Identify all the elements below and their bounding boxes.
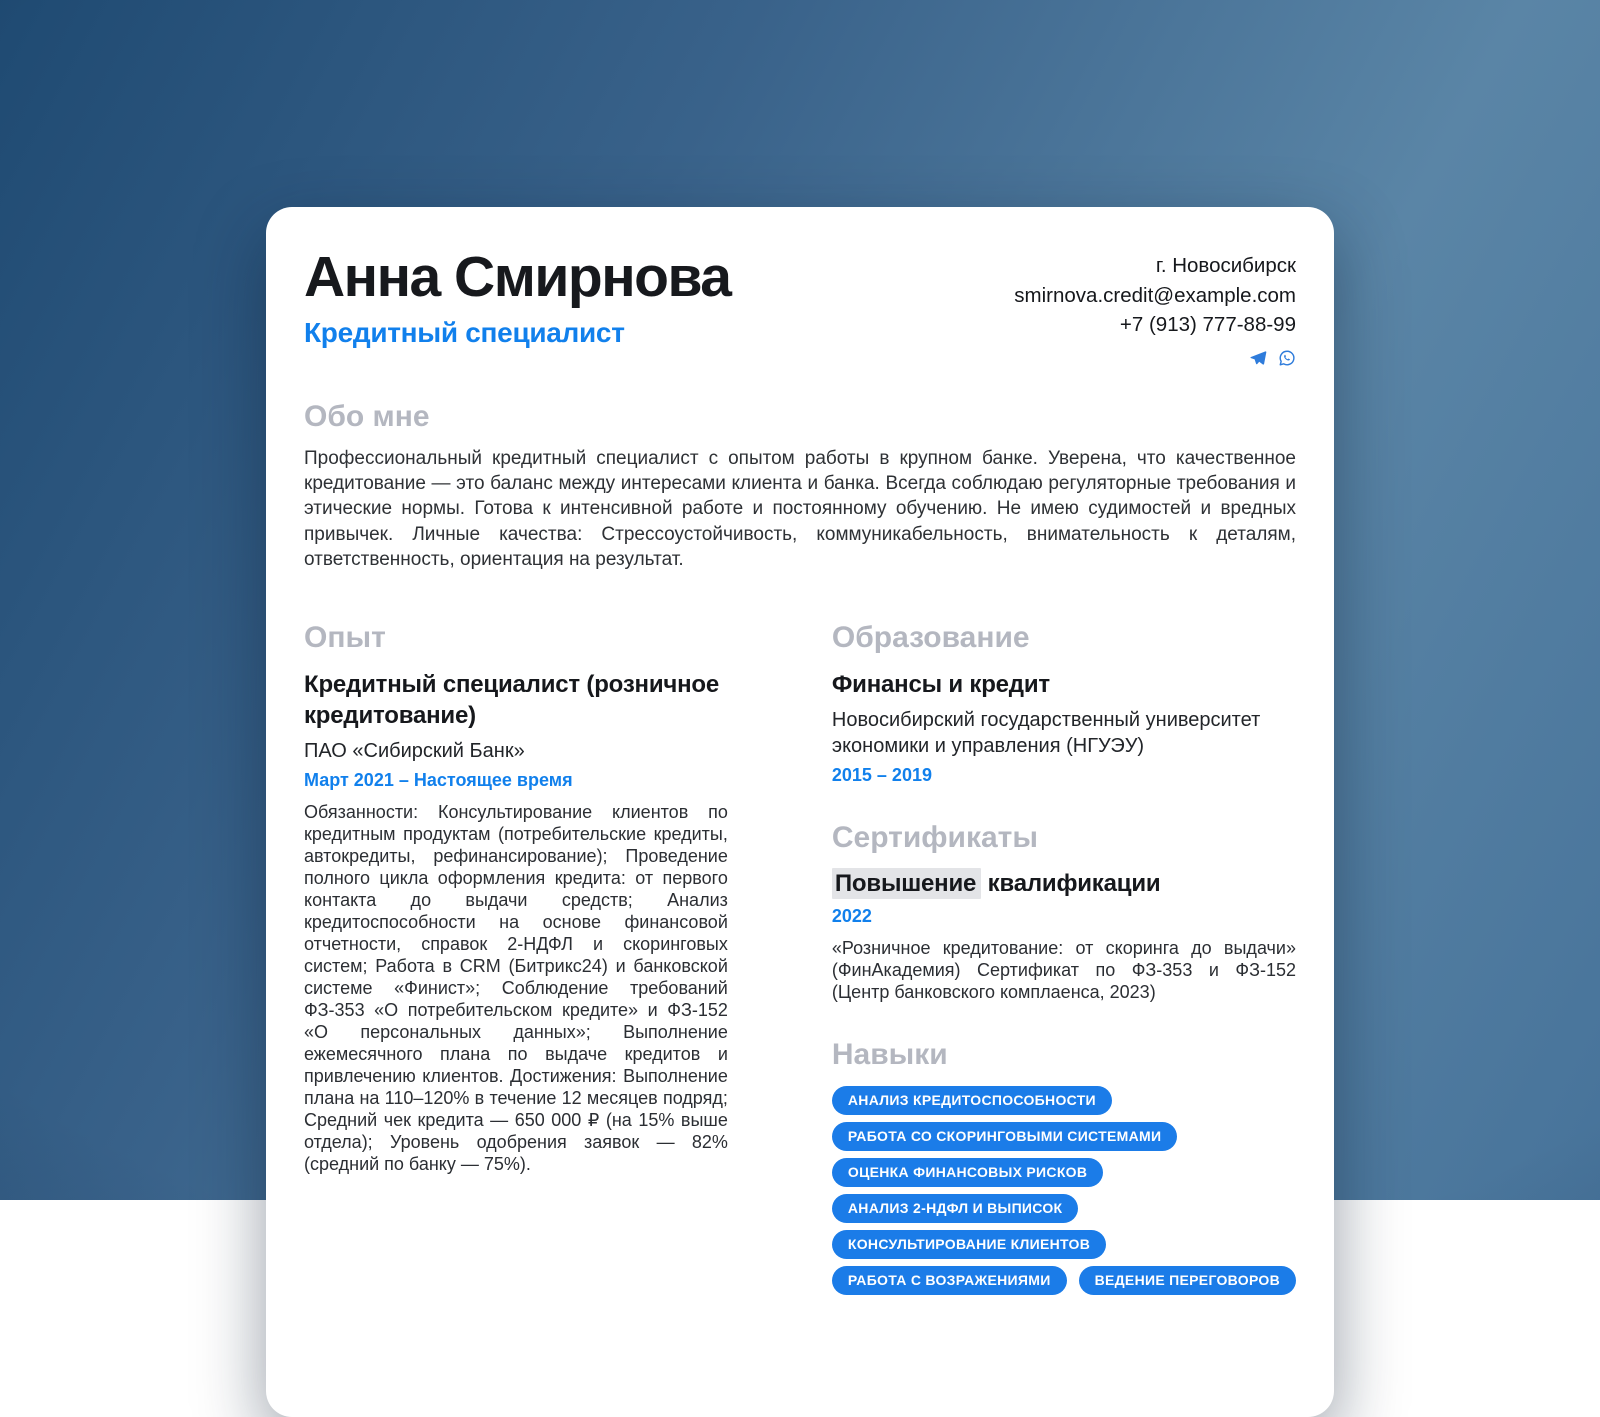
section-certificates	[832, 822, 1296, 1004]
company-name: ПАО «Сибирский Банк»	[304, 739, 525, 762]
section-skills	[832, 1039, 1296, 1295]
certificate-title-rest: квалификации	[981, 870, 1161, 898]
experience-column	[304, 622, 728, 1295]
skill-pill: АНАЛИЗ 2-НДФЛ И ВЫПИСОК	[832, 1194, 1079, 1223]
section-experience	[304, 622, 728, 1175]
skill-pill: КОНСУЛЬТИРОВАНИЕ КЛИЕНТОВ	[832, 1230, 1106, 1259]
section-education	[832, 622, 1296, 786]
section-heading-experience: Опыт	[304, 621, 386, 655]
job-description: Обязанности: Консультирование клиентов по кредитным продуктам (потребительские кредиты, автокредиты, рефинансирование); Проведение полного цикла оформления кредита: от первого контакта до выдачи средств; Анализ кредитоспособности на основе финансовой отчетности, справок 2-НДФЛ и скоринговых систем; Работа в CRM (Битрикс24) и банковской системе «Финист»; Соблюдение требований ФЗ-353 «О потребительском кредите» и ФЗ-152 «О персональных данных»; Выполнение ежемесячного плана по выдаче кредитов и привлечению клиентов. Достижения: Выполнение плана на 110–120% в течение 12 месяцев подряд; Средний чек кредита — 650 000 ₽ (на 15% выше отдела); Уровень одобрения заявок — 82% (средний по банку — 75%).	[304, 801, 728, 1174]
two-column-layout	[304, 622, 1296, 1295]
job-period: Март 2021 – Настоящее время	[304, 769, 573, 790]
skill-pill: ОЦЕНКА ФИНАНСОВЫХ РИСКОВ	[832, 1158, 1103, 1187]
about-text: Профессиональный кредитный специалист с опытом работы в крупном банке. Уверена, что качественное кредитование — это баланс между интересами клиента и банка. Всегда соблюдаю регуляторные требования и этические нормы. Готова к интенсивной работе и постоянному обучению. Не имею судимостей и вредных привычек. Личные качества: Стрессоустойчивость, коммуникабельность, внимательность к деталям, ответственность, ориентация на результат.	[304, 448, 1296, 570]
telegram-icon[interactable]	[1249, 349, 1267, 367]
whatsapp-icon[interactable]	[1278, 349, 1296, 367]
skills-list	[832, 1086, 1296, 1295]
skill-pill: АНАЛИЗ КРЕДИТОСПОСОБНОСТИ	[832, 1086, 1112, 1115]
section-heading-certificates: Сертификаты	[831, 820, 1038, 854]
skill-pill: РАБОТА СО СКОРИНГОВЫМИ СИСТЕМАМИ	[832, 1122, 1177, 1151]
certificate-description: «Розничное кредитование: от скоринга до выдачи» (ФинАкадемия) Сертификат по ФЗ-353 и ФЗ-152 (Центр банковского комплаенса, 2023)	[831, 938, 1296, 1003]
skill-pill: РАБОТА С ВОЗРАЖЕНИЯМИ	[832, 1266, 1067, 1295]
institution-name: Новосибирский государственный университет экономики и управления (НГУЭУ)	[831, 708, 1261, 757]
job-title: Кредитный специалист (розничное кредитование)	[304, 670, 720, 729]
section-heading-education: Образование	[831, 621, 1030, 655]
person-job-title: Кредитный специалист	[304, 317, 625, 349]
degree-title: Финансы и кредит	[831, 670, 1050, 698]
section-heading-about: Обо мне	[304, 399, 430, 433]
skill-pill: ВЕДЕНИЕ ПЕРЕГОВОРОВ	[1079, 1266, 1296, 1295]
resume-header	[304, 245, 1296, 367]
person-name: Анна Смирнова	[304, 245, 731, 309]
section-about	[304, 401, 1296, 573]
contact-phone[interactable]: +7 (913) 777-88-99	[1119, 313, 1296, 336]
resume-document	[266, 207, 1334, 1417]
education-period: 2015 – 2019	[831, 764, 932, 785]
identity-block	[304, 245, 731, 349]
certificate-year: 2022	[831, 906, 872, 927]
contact-email[interactable]: smirnova.credit@example.com	[1014, 283, 1296, 307]
section-heading-skills: Навыки	[831, 1038, 948, 1072]
messenger-links	[1014, 349, 1296, 367]
education-column	[832, 622, 1296, 1295]
contact-block	[1014, 248, 1296, 367]
certificate-title	[832, 868, 1296, 899]
contact-city: г. Новосибирск	[1155, 254, 1296, 277]
highlighted-text: Повышение	[832, 868, 981, 899]
